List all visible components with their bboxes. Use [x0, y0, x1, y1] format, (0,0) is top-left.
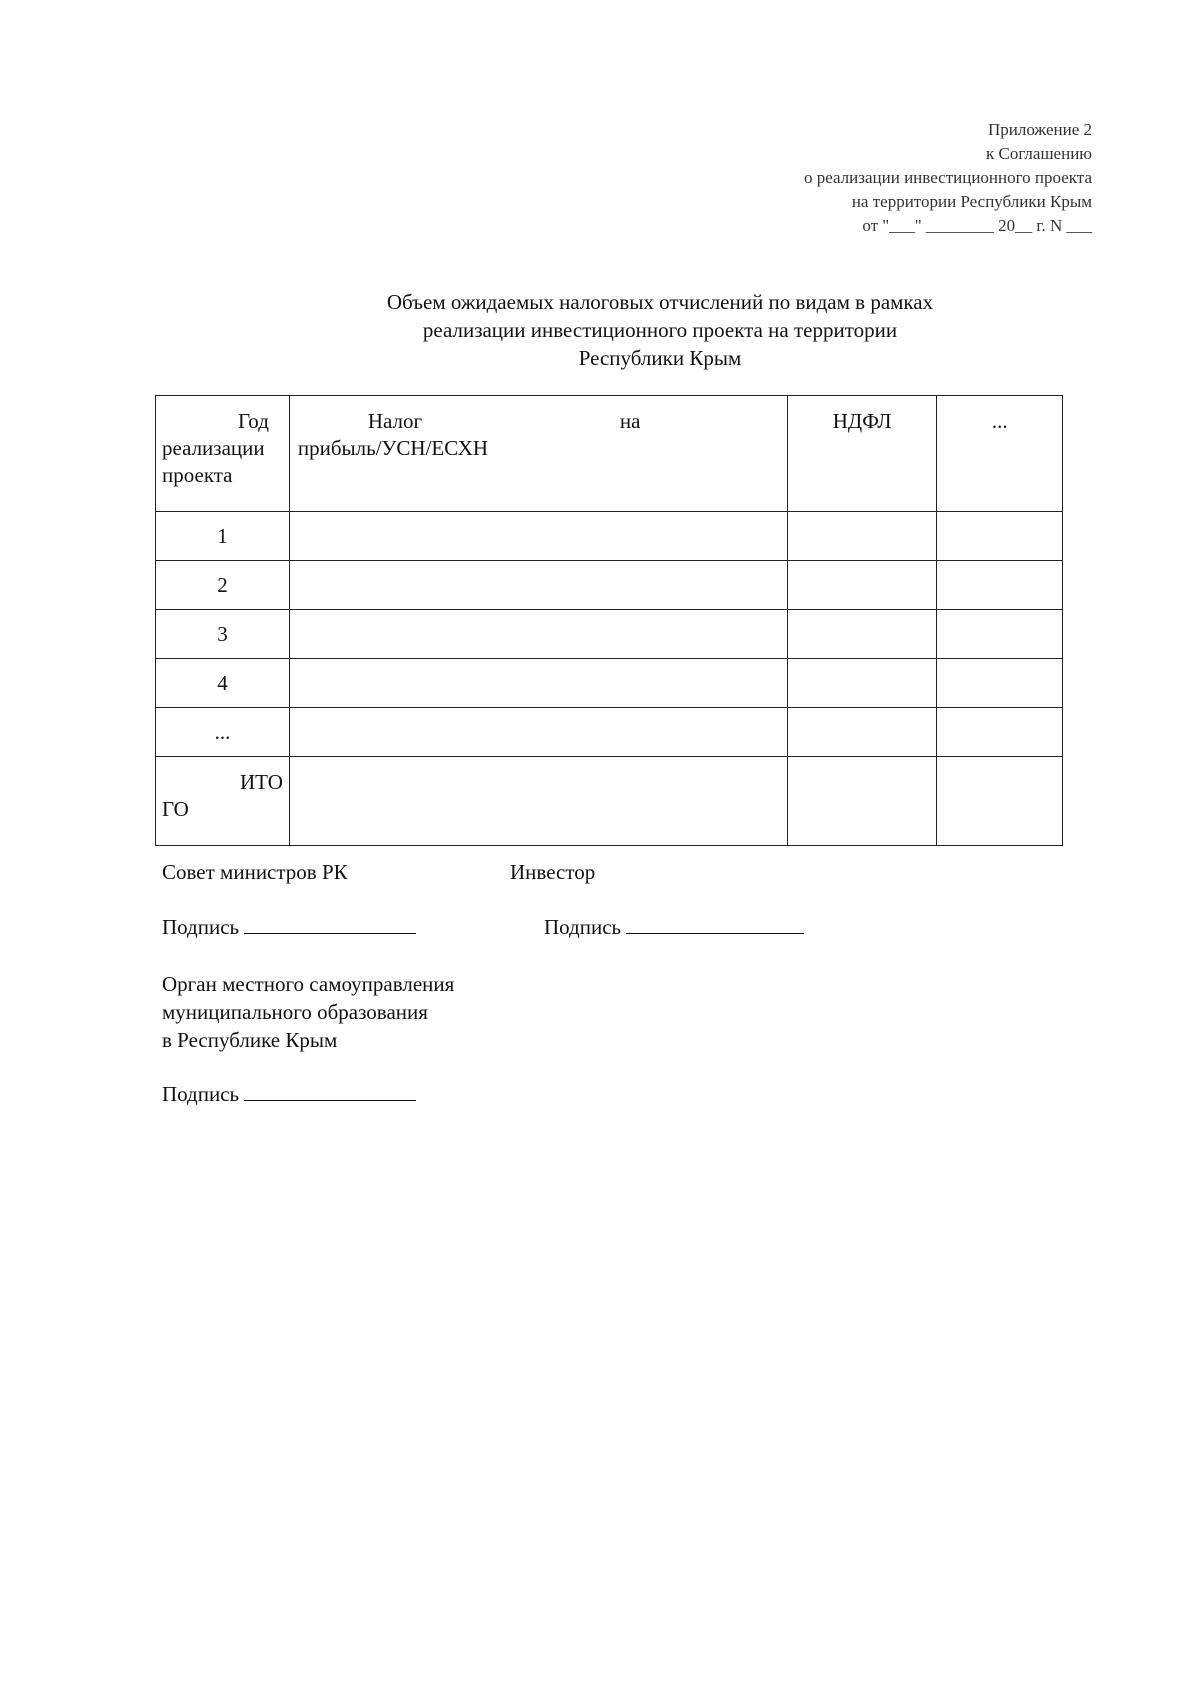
cell-profit [289, 561, 787, 610]
cell-other [937, 610, 1063, 659]
appendix-date-line: от "___" ________ 20__ г. N ___ [862, 216, 1092, 235]
row-year: 2 [156, 561, 290, 610]
document-title [260, 288, 1060, 372]
cell-other [937, 512, 1063, 561]
signature-line[interactable] [244, 1080, 416, 1101]
cell-other [937, 757, 1063, 846]
cell-ndfl [787, 561, 937, 610]
header-other: ... [937, 396, 1063, 512]
cell-profit [289, 708, 787, 757]
cell-ndfl [787, 659, 937, 708]
local-gov-label: Орган местного самоуправления муниципального образования в Республике Крым [162, 972, 455, 1052]
investor-label: Инвестор [510, 860, 596, 884]
cell-ndfl [787, 512, 937, 561]
table-total-row [156, 757, 1063, 846]
cell-profit [289, 757, 787, 846]
row-year: 4 [156, 659, 290, 708]
header-year: Год реализации проекта [156, 396, 290, 512]
total-label: ИТО ГО [156, 757, 290, 846]
local-gov-signature: Подпись [162, 1080, 416, 1108]
appendix-line: Приложение 2 [988, 120, 1092, 139]
title-line: Объем ожидаемых налоговых отчислений по видам в рамках [386, 290, 934, 314]
appendix-line: на территории Республики Крым [851, 192, 1092, 211]
cell-ndfl [787, 610, 937, 659]
signature-line[interactable] [626, 913, 804, 934]
cell-ndfl [787, 757, 937, 846]
cell-profit [289, 512, 787, 561]
row-year: 3 [156, 610, 290, 659]
cell-other [937, 561, 1063, 610]
cell-profit [289, 659, 787, 708]
appendix-line: к Соглашению [985, 144, 1092, 163]
table-row [156, 659, 1063, 708]
title-line: Республики Крым [578, 346, 742, 370]
cell-other [937, 659, 1063, 708]
appendix-line: о реализации инвестиционного проекта [803, 168, 1092, 187]
header-profit-tax: Налог на прибыль/УСН/ЕСХН [289, 396, 787, 512]
table-row [156, 512, 1063, 561]
header-ndfl: НДФЛ [787, 396, 937, 512]
cell-ndfl [787, 708, 937, 757]
investor-signature: Подпись [544, 913, 804, 941]
council-label: Совет министров РК [162, 860, 348, 884]
table-header-row [156, 396, 1063, 512]
table-row [156, 561, 1063, 610]
tax-table [155, 395, 1063, 846]
signature-line[interactable] [244, 913, 416, 934]
cell-profit [289, 610, 787, 659]
row-year: 1 [156, 512, 290, 561]
row-year: ... [156, 708, 290, 757]
appendix-note [804, 118, 1092, 238]
table-row [156, 610, 1063, 659]
council-signature: Подпись [162, 913, 416, 941]
cell-other [937, 708, 1063, 757]
title-line: реализации инвестиционного проекта на территории [422, 318, 898, 342]
table-row [156, 708, 1063, 757]
